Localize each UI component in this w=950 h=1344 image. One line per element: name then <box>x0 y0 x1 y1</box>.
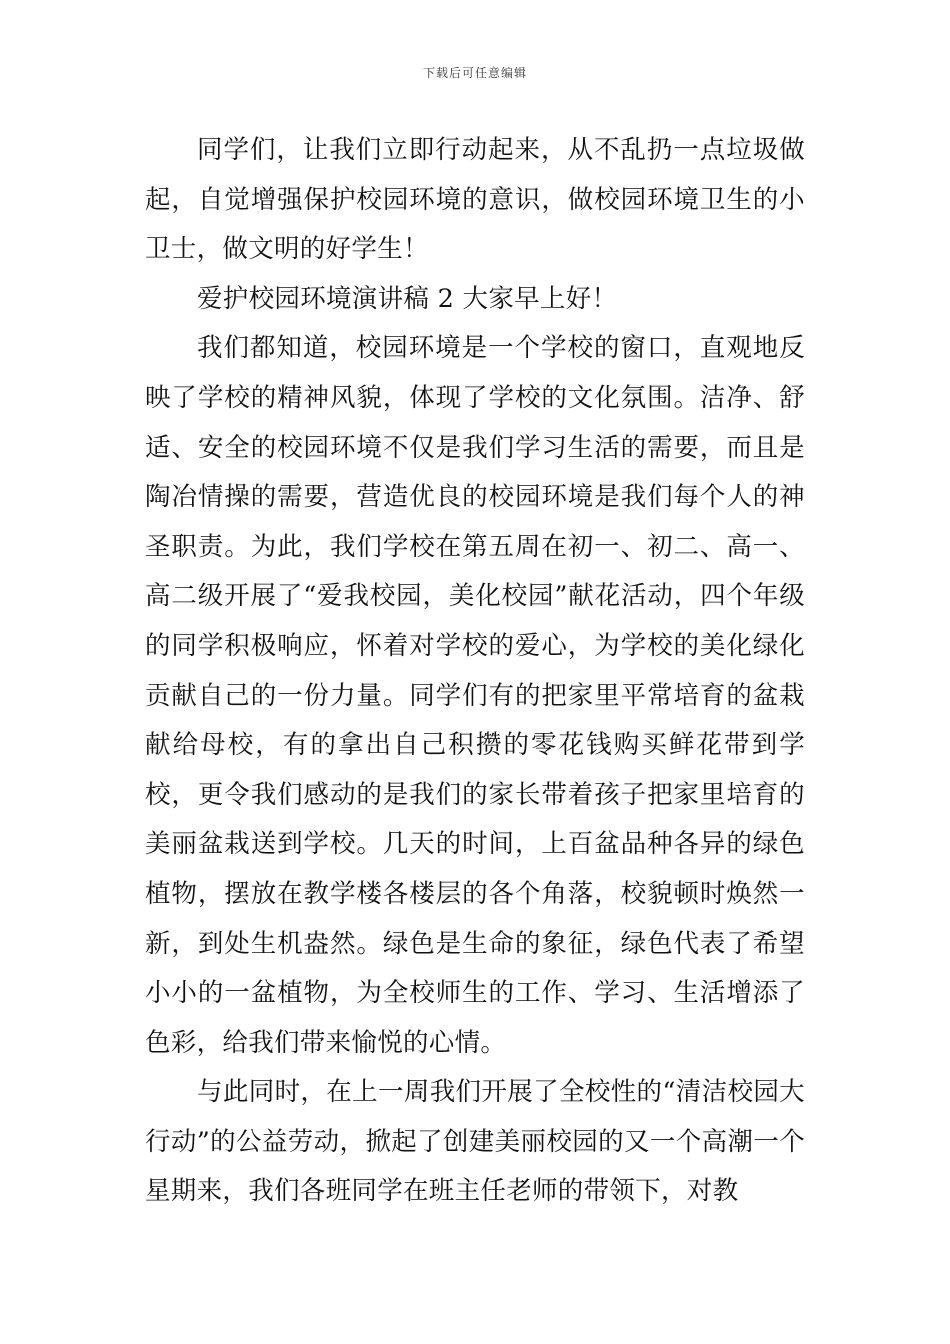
document-body <box>145 126 805 1217</box>
paragraph-1: 同学们，让我们立即行动起来，从不乱扔一点垃圾做起，自觉增强保护校园环境的意识，做校园环境卫生的小卫士，做文明的好学生！ <box>145 135 805 265</box>
paragraph-3: 我们都知道，校园环境是一个学校的窗口，直观地反映了学校的精神风貌，体现了学校的文化氛围。洁净、舒适、安全的校园环境不仅是我们学习生活的需要，而且是陶冶情操的需要，营造优良的校园环境是我们每个人的神圣职责。为此，我们学校在第五周在初一、初二、高一、高二级开展了“爱我校园，美化校园”献花活动，四个年级的同学积极响应，怀着对学校的爱心，为学校的美化绿化贡献自己的一份力量。同学们有的把家里平常培育的盆栽献给母校，有的拿出自己积攒的零花钱购买鲜花带到学校，更令我们感动的是我们的家长带着孩子把家里培育的美丽盆栽送到学校。几天的时间，上百盆品种各异的绿色植物，摆放在教学楼各楼层的各个角落，校貌顿时焕然一新，到处生机盎然。绿色是生命的象征，绿色代表了希望小小的一盆植物，为全校师生的工作、学习、生活增添了色彩，给我们带来愉悦的心情。 <box>145 333 805 1058</box>
paragraph-4: 与此同时，在上一周我们开展了全校性的“清洁校园大行动”的公益劳动，掀起了创建美丽校园的又一个高潮一个星期来，我们各班同学在班主任老师的带领下，对教 <box>145 1077 805 1207</box>
paragraph-2: 爱护校园环境演讲稿 2 大家早上好！ <box>197 283 618 314</box>
page-header: 下载后可任意编辑 <box>422 66 527 80</box>
